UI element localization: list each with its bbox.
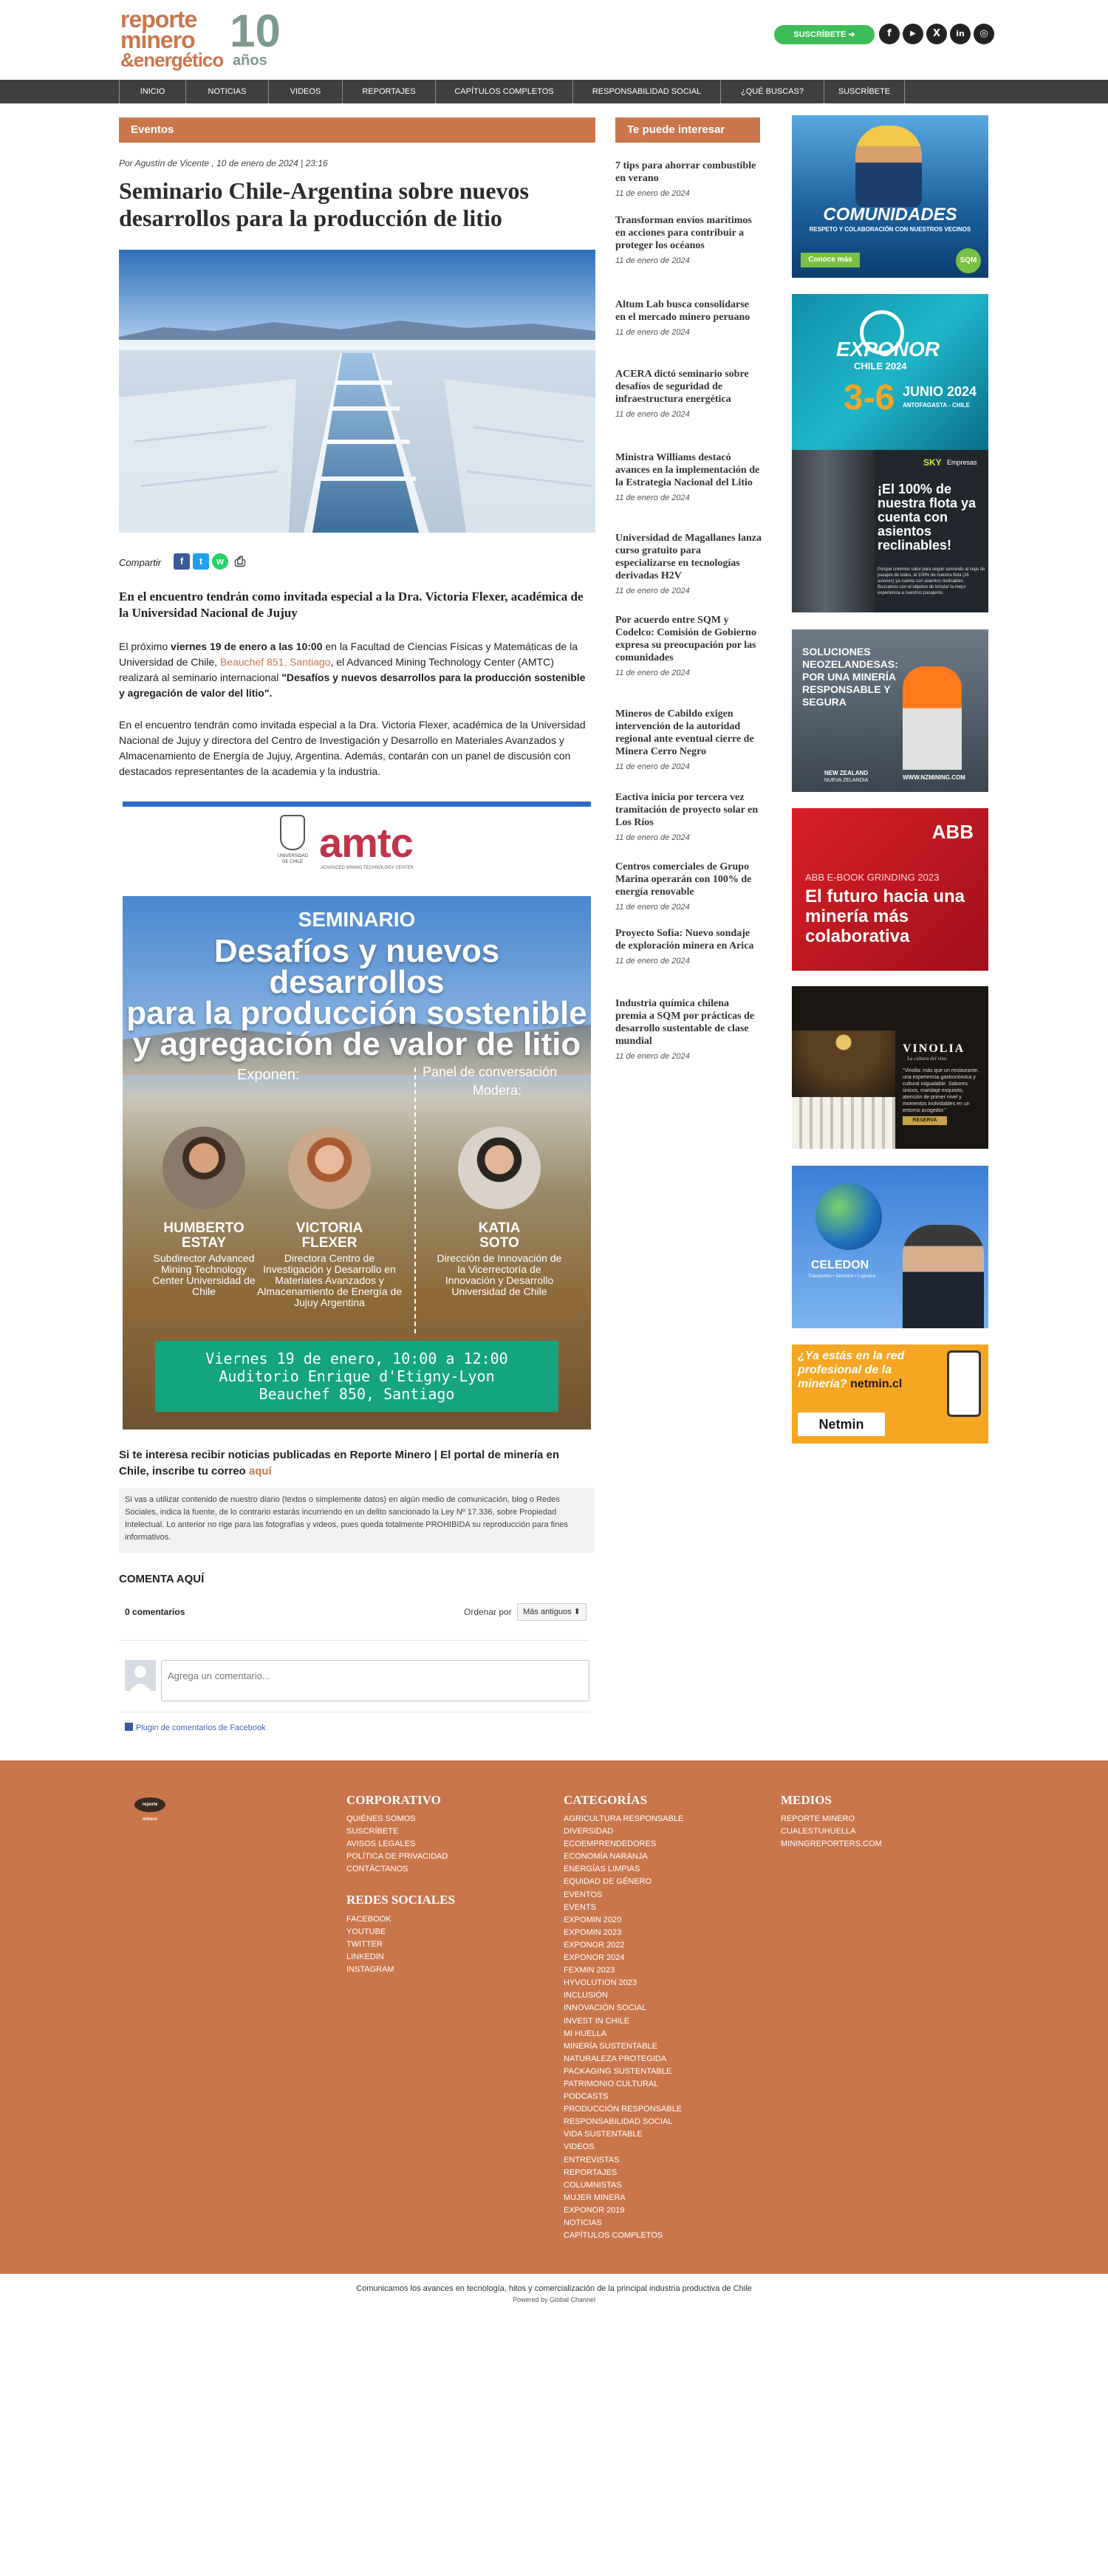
ad-tagline: La cultura del vino bbox=[907, 1056, 947, 1062]
poster-title-line: y agregación de valor de litio bbox=[132, 1026, 581, 1062]
speaker-card bbox=[433, 1127, 566, 1297]
speaker-name: VICTORIA bbox=[295, 1220, 363, 1236]
ad-photo bbox=[792, 450, 875, 612]
speaker-photo bbox=[288, 1127, 371, 1209]
related-date: 11 de enero de 2024 bbox=[615, 903, 690, 912]
poster-where: Beauchef 850, Santiago bbox=[259, 1385, 455, 1403]
related-title[interactable]: Centros comerciales de Grupo Marina operarán con 100% de energía renovable bbox=[615, 861, 752, 898]
ad-title: SOLUCIONES NEOZELANDESAS: POR UNA MINERÍA RESPONSABLE Y SEGURA bbox=[802, 646, 898, 708]
footer-social-link[interactable]: INSTAGRAM bbox=[346, 1965, 394, 1975]
footer-category-link[interactable]: MUJER MINERA bbox=[564, 2193, 626, 2202]
poster-divider bbox=[414, 1067, 416, 1333]
nav-inicio[interactable]: INICIO bbox=[119, 80, 185, 103]
footer-corporativo-list bbox=[346, 1813, 448, 1876]
newsletter-callout bbox=[119, 1447, 592, 1480]
text: en la Facultad de Ciencias Físicas y Matemáticas de la Universidad de Chile, bbox=[119, 640, 578, 668]
comment-count: 0 comentarios bbox=[125, 1607, 185, 1617]
ad-sqm[interactable] bbox=[792, 115, 988, 278]
footer-social-link[interactable]: FACEBOOK bbox=[346, 1915, 391, 1924]
footer-category-link[interactable]: INNOVACIÓN SOCIAL bbox=[564, 2003, 647, 2013]
footer-category-link[interactable]: HYVOLUTION 2023 bbox=[564, 1978, 637, 1988]
seminar-poster bbox=[123, 802, 591, 1429]
related-title[interactable]: Eactiva inicia por tercera vez tramitación de proyecto solar en Los Ríos bbox=[615, 792, 759, 828]
ad-logo: SQM bbox=[956, 248, 981, 273]
footer-category-link[interactable]: PRODUCCIÓN RESPONSABLE bbox=[564, 2105, 683, 2114]
footer-category-link[interactable]: PODCASTS bbox=[564, 2092, 609, 2102]
ad-logo: VINOLIA bbox=[903, 1042, 965, 1055]
logo-text: &energético bbox=[120, 49, 224, 71]
newsletter-link[interactable]: aquí bbox=[248, 1465, 272, 1477]
powered-by: Powered by Global Channel bbox=[512, 2296, 596, 2303]
footer-category-link[interactable]: INCLUSIÓN bbox=[564, 1991, 608, 2001]
related-header: Te puede interesar bbox=[615, 117, 760, 143]
footer-category-link[interactable]: ENTREVISTAS bbox=[564, 2155, 620, 2165]
related-item[interactable] bbox=[615, 214, 762, 267]
related-date: 11 de enero de 2024 bbox=[615, 256, 690, 265]
ad-logo: SKY bbox=[923, 457, 942, 468]
ad-body: Porque creemos valor para seguir sumando al viaje de pasajes de todos, el 100% de nuestra flota (26 aviones) ya cuenta con asientos reclinables. Buscamos con el objetivo de brindar la mejor experiencia a nuestros pasajeros. bbox=[878, 567, 985, 595]
footer-category-link[interactable]: PATRIMONIO CULTURAL bbox=[564, 2079, 659, 2088]
ad-exponor[interactable] bbox=[792, 294, 988, 457]
plugin-label: Plugin de comentarios de Facebook bbox=[136, 1723, 266, 1732]
youtube-icon[interactable]: ▶ bbox=[903, 24, 923, 44]
subscribe-button[interactable]: SUSCRÍBETE ➜ bbox=[774, 25, 875, 44]
ad-tables bbox=[792, 1097, 895, 1149]
ad-netmin[interactable] bbox=[792, 1345, 988, 1444]
related-item[interactable] bbox=[615, 298, 762, 338]
nav-reportajes[interactable]: REPORTAJES bbox=[342, 80, 435, 103]
related-title[interactable]: Transforman envíos marítimos en acciones para contribuir a proteger los océanos bbox=[615, 215, 752, 251]
ad-vinolia[interactable] bbox=[792, 986, 988, 1149]
share-label: Compartir bbox=[119, 557, 162, 568]
related-date: 11 de enero de 2024 bbox=[615, 189, 690, 198]
related-title[interactable]: Industria química chilena premia a SQM por prácticas de desarrollo sustentable de clase mundial bbox=[615, 998, 755, 1047]
section-header[interactable]: Eventos bbox=[119, 117, 595, 143]
footer-category-link[interactable]: COLUMNISTAS bbox=[564, 2180, 622, 2190]
instagram-icon[interactable]: ◎ bbox=[974, 24, 994, 44]
related-date: 11 de enero de 2024 bbox=[615, 669, 690, 677]
poster-exponen: Exponen: bbox=[237, 1067, 300, 1083]
amtc-tagline: ADVANCED MINING TECHNOLOGY CENTER bbox=[321, 866, 414, 870]
share-whatsapp-icon[interactable]: w bbox=[212, 553, 228, 570]
article-lead: En el encuentro tendrán como invitada especial a la Dra. Victoria Flexer, académica de la Universidad Nacional de Jujuy bbox=[119, 590, 584, 620]
footer-logo[interactable]: reporte minero bbox=[134, 1797, 165, 1812]
linkedin-icon[interactable]: in bbox=[950, 24, 971, 44]
phone-icon bbox=[947, 1350, 981, 1417]
poster-title bbox=[123, 933, 591, 1062]
footer-category-link[interactable]: DIVERSIDAD bbox=[564, 1827, 614, 1837]
article-photo bbox=[119, 250, 595, 533]
poster-modera: Modera: bbox=[473, 1083, 522, 1098]
ad-logo: ABB bbox=[931, 821, 974, 843]
footer-medios-list bbox=[781, 1813, 882, 1851]
ad-title: ¡El 100% de nuestra flota ya cuenta con asientos reclinables! bbox=[878, 482, 977, 553]
avatar bbox=[125, 1660, 156, 1691]
related-title[interactable]: 7 tips para ahorrar combustible en verano bbox=[615, 160, 756, 184]
footer-social-link[interactable]: YOUTUBE bbox=[346, 1927, 386, 1937]
text-bold: "Desafíos y nuevos desarrollos para la producción sostenible y agregación de valor del litio". bbox=[119, 672, 586, 699]
speaker-card bbox=[256, 1127, 403, 1308]
ad-abb[interactable] bbox=[792, 808, 988, 971]
footer-category-link[interactable]: EXPONOR 2022 bbox=[564, 1940, 625, 1950]
text: El próximo bbox=[119, 640, 171, 652]
related-item[interactable] bbox=[615, 791, 762, 844]
ad-subtitle: RESPETO Y COLABORACIÓN CON NUESTROS VECINOS bbox=[809, 226, 971, 233]
speaker-photo bbox=[163, 1127, 245, 1209]
footer-category-link[interactable]: EXPOMIN 2023 bbox=[564, 1927, 622, 1937]
footer-category-link[interactable]: NATURALEZA PROTEGIDA bbox=[564, 2054, 667, 2063]
ad-illustration bbox=[855, 126, 922, 207]
related-date: 11 de enero de 2024 bbox=[615, 328, 690, 337]
article-paragraph bbox=[119, 639, 592, 701]
order-select[interactable]: Más antiguos ⬍ bbox=[517, 1603, 587, 1621]
footer-category-link[interactable]: FEXMIN 2023 bbox=[564, 1966, 615, 1975]
comment-input[interactable]: Agrega un comentario... bbox=[161, 1660, 589, 1701]
footer-social-link[interactable]: LINKEDIN bbox=[346, 1953, 384, 1962]
related-item[interactable] bbox=[615, 927, 762, 967]
footer-category-link[interactable]: MI HUELLA bbox=[564, 2029, 607, 2038]
footer-redes-list bbox=[346, 1913, 394, 1976]
ad-logo-sub: Empresas bbox=[947, 459, 977, 466]
divider bbox=[119, 1640, 589, 1641]
address-link[interactable]: Beauchef 851, Santiago bbox=[219, 656, 331, 668]
ad-logo: Netmin bbox=[798, 1412, 885, 1436]
facebook-plugin-link[interactable] bbox=[125, 1722, 266, 1734]
related-title[interactable]: ACERA dictó seminario sobre desafíos de seguridad de infraestructura energética bbox=[615, 369, 749, 405]
speaker-name: HUMBERTO bbox=[163, 1220, 244, 1236]
ad-subtitle: ABB E-BOOK GRINDING 2023 bbox=[805, 872, 940, 883]
related-date: 11 de enero de 2024 bbox=[615, 587, 690, 595]
footer-link[interactable]: POLÍTICA DE PRIVACIDAD bbox=[346, 1852, 448, 1862]
logo-years: años bbox=[233, 52, 267, 69]
footer-category-link[interactable]: CAPÍTULOS COMPLETOS bbox=[564, 2231, 663, 2241]
footer-category-link[interactable]: EVENTS bbox=[564, 1902, 597, 1912]
logo-anniversary: 10 bbox=[230, 6, 281, 57]
ad-sky[interactable] bbox=[792, 450, 988, 612]
related-item[interactable] bbox=[615, 997, 762, 1062]
nav-videos[interactable]: VIDEOS bbox=[268, 80, 342, 103]
nav-suscribete[interactable]: SUSCRÍBETE bbox=[824, 80, 905, 103]
ad-cta-button[interactable]: RESERVA bbox=[903, 1116, 947, 1125]
globe-icon bbox=[815, 1183, 882, 1250]
ad-new-zealand[interactable] bbox=[792, 629, 988, 792]
nav-capitulos[interactable]: CAPÍTULOS COMPLETOS bbox=[435, 80, 572, 103]
footer-category-link[interactable]: RESPONSABILIDAD SOCIAL bbox=[564, 2117, 673, 2127]
footer bbox=[0, 1760, 1108, 2274]
footer-category-link[interactable]: EXPONOR 2024 bbox=[564, 1953, 625, 1963]
print-icon[interactable]: ⎙ bbox=[232, 553, 248, 570]
logo-text: reporte bbox=[120, 6, 197, 33]
footer-categorias-list bbox=[564, 1813, 683, 2242]
speaker-photo bbox=[458, 1127, 541, 1209]
footer-category-link[interactable]: ENERGÍAS LIMPIAS bbox=[564, 1865, 640, 1874]
legal-notice: Si vas a utilizar contenido de nuestro diario (textos o simplemente datos) en algún medio de comunicación, blog o Redes Sociales, indica la fuente, de lo contrario estarás incurriendo en un delito sancionado la Ley Nº 17.336, sobre Propiedad Intelectual. Lo anterior no rige para las fotografías y videos, pues queda totalmente PROHIBIDA su reproducción para fines informativos. bbox=[119, 1488, 595, 1553]
speaker-name: KATIA bbox=[478, 1220, 521, 1236]
footer-category-link[interactable]: VIDA SUSTENTABLE bbox=[564, 2130, 643, 2139]
nav-noticias[interactable]: NOTICIAS bbox=[185, 80, 268, 103]
speaker-name: FLEXER bbox=[301, 1235, 358, 1251]
text: , el Advanced Mining Technology Center (AMTC) realizará al seminario internacional bbox=[119, 656, 554, 683]
facebook-icon bbox=[125, 1723, 133, 1731]
footer-heading: MEDIOS bbox=[781, 1793, 832, 1807]
ad-subtitle: CHILE 2024 bbox=[854, 361, 907, 372]
footer-category-link[interactable]: PACKAGING SUSTENTABLE bbox=[564, 2066, 672, 2076]
ad-person bbox=[903, 1225, 984, 1328]
ad-worker-figure bbox=[903, 666, 962, 770]
speaker-role: Directora Centro de Investigación y Desarrollo en Materiales Avanzados y Almacenamiento de Energía de Jujuy Argentina bbox=[256, 1252, 403, 1308]
related-date: 11 de enero de 2024 bbox=[615, 762, 690, 771]
share-twitter-icon[interactable]: t bbox=[193, 553, 209, 570]
related-title[interactable]: Ministra Williams destacó avances en la implementación de la Estrategia Nacional del Litio bbox=[615, 452, 760, 488]
footer-heading: REDES SOCIALES bbox=[346, 1893, 455, 1907]
footer-category-link[interactable]: EQUIDAD DE GÉNERO bbox=[564, 1877, 652, 1887]
footer-category-link[interactable]: VIDEOS bbox=[564, 2142, 595, 2152]
footer-social-link[interactable]: TWITTER bbox=[346, 1940, 383, 1950]
ad-month: JUNIO 2024 bbox=[903, 384, 977, 399]
footer-category-link[interactable]: AGRICULTURA RESPONSABLE bbox=[564, 1814, 684, 1823]
footer-link[interactable]: QUIÉNES SOMOS bbox=[346, 1814, 416, 1823]
poster-panel: Panel de conversación bbox=[423, 1065, 558, 1079]
footer-media-link[interactable]: MININGREPORTERS.COM bbox=[781, 1839, 882, 1849]
ad-brand: NEW ZEALAND bbox=[824, 770, 869, 776]
related-item[interactable] bbox=[615, 451, 762, 504]
related-title[interactable]: Por acuerdo entre SQM y Codelco: Comisión de Gobierno expresa su preocupación por las comunidades bbox=[615, 615, 756, 663]
ad-celedon[interactable] bbox=[792, 1166, 988, 1328]
footer-media-link[interactable]: REPORTE MINERO bbox=[781, 1814, 855, 1823]
poster-title-line: para la producción sostenible bbox=[126, 995, 587, 1031]
footer-link[interactable]: AVISOS LEGALES bbox=[346, 1839, 416, 1849]
nav-que-buscas[interactable]: ¿QUÉ BUSCAS? bbox=[720, 80, 824, 103]
related-title[interactable]: Altum Lab busca consolidarse en el mercado minero peruano bbox=[615, 299, 750, 323]
university-name: UNIVERSIDAD DE CHILE bbox=[278, 854, 309, 864]
logo-text: minero bbox=[120, 27, 195, 53]
poster-event-details bbox=[155, 1341, 558, 1412]
speaker-role: Subdirector Advanced Mining Technology Center Universidad de Chile bbox=[152, 1252, 256, 1297]
ad-title: El futuro hacia una minería más colaborativa bbox=[805, 886, 965, 946]
ad-title: EXPONOR bbox=[836, 338, 940, 361]
footer-heading: CATEGORÍAS bbox=[564, 1793, 648, 1807]
comments-heading: COMENTA AQUÍ bbox=[119, 1573, 205, 1585]
text: Si te interesa recibir noticias publicadas en Reporte Minero | El portal de minería en Chile, inscribe tu correo bbox=[119, 1449, 560, 1477]
related-date: 11 de enero de 2024 bbox=[615, 493, 690, 502]
ad-title-line: profesional de la bbox=[798, 1364, 892, 1376]
footer-category-link[interactable]: MINERÍA SUSTENTABLE bbox=[564, 2041, 657, 2051]
poster-when: Viernes 19 de enero, 10:00 a 12:00 bbox=[205, 1350, 508, 1367]
related-item[interactable] bbox=[615, 861, 762, 913]
site-logo[interactable] bbox=[120, 6, 281, 71]
footer-category-link[interactable]: INVEST IN CHILE bbox=[564, 2016, 630, 2026]
footer-category-link[interactable]: NOTICIAS bbox=[564, 2218, 602, 2227]
related-date: 11 de enero de 2024 bbox=[615, 957, 690, 966]
text-bold: viernes 19 de enero a las 10:00 bbox=[171, 640, 323, 652]
facebook-icon[interactable]: f bbox=[879, 24, 900, 44]
poster-title-line: Desafíos y nuevos desarrollos bbox=[213, 933, 500, 1000]
ad-url: netmin.cl bbox=[850, 1378, 903, 1390]
related-item[interactable] bbox=[615, 708, 762, 773]
ad-brand-sub: NUEVA ZELANDIA bbox=[824, 778, 869, 783]
footer-tagline: Comunicamos los avances en tecnología, hitos y comercialización de la principal industria productiva de Chile bbox=[356, 2284, 752, 2293]
ad-logo: CELEDON bbox=[811, 1259, 869, 1271]
speaker-card bbox=[152, 1127, 256, 1297]
ad-cta-button[interactable]: Conoce más bbox=[801, 253, 860, 267]
ad-title-line: minería? bbox=[798, 1378, 847, 1390]
ad-url: WWW.NZMINING.COM bbox=[903, 774, 965, 781]
related-title[interactable]: Universidad de Magallanes lanza curso gratuito para especializarse en tecnologías derivadas H2V bbox=[615, 533, 762, 581]
university-seal bbox=[278, 815, 307, 871]
ad-dates: 3-6 bbox=[844, 378, 895, 417]
related-date: 11 de enero de 2024 bbox=[615, 833, 690, 842]
speaker-role: Dirección de Innovación de la Vicerrectoría de Innovación y Desarrollo Universidad de Chile bbox=[437, 1252, 562, 1297]
footer-category-link[interactable]: EXPONOR 2019 bbox=[564, 2205, 625, 2215]
related-title[interactable]: Mineros de Cabildo exigen intervención de la autoridad regional ante eventual cierre de Minera Cerro Negro bbox=[615, 708, 754, 757]
related-date: 11 de enero de 2024 bbox=[615, 1052, 690, 1061]
footer-category-link[interactable]: REPORTAJES bbox=[564, 2167, 618, 2177]
footer-link[interactable]: SUSCRÍBETE bbox=[346, 1827, 399, 1837]
speaker-name: ESTAY bbox=[181, 1235, 227, 1251]
order-label: Ordenar por bbox=[464, 1607, 512, 1617]
related-item[interactable] bbox=[615, 614, 762, 679]
ad-title bbox=[798, 1349, 904, 1391]
article-title: Seminario Chile-Argentina sobre nuevos desarrollos para la producción de litio bbox=[119, 177, 529, 231]
footer-category-link[interactable]: ECONOMÍA NARANJA bbox=[564, 1852, 648, 1862]
footer-heading: CORPORATIVO bbox=[346, 1793, 441, 1807]
ad-title-line: ¿Ya estás en la red bbox=[798, 1350, 905, 1362]
footer-category-link[interactable]: EVENTOS bbox=[564, 1890, 603, 1899]
ad-city: ANTOFAGASTA - CHILE bbox=[903, 402, 970, 409]
x-twitter-icon[interactable]: X bbox=[926, 24, 947, 44]
amtc-logo: amtc bbox=[319, 819, 413, 866]
related-item[interactable] bbox=[615, 368, 762, 420]
related-item[interactable] bbox=[615, 160, 762, 199]
share-facebook-icon[interactable]: f bbox=[174, 553, 190, 570]
byline: Por Agustín de Vicente , 10 de enero de 2024 | 23:16 bbox=[119, 158, 328, 168]
footer-category-link[interactable]: ECOEMPRENDEDORES bbox=[564, 1839, 657, 1849]
footer-link[interactable]: CONTÁCTANOS bbox=[346, 1865, 408, 1874]
ad-title: COMUNIDADES bbox=[823, 205, 957, 225]
ad-body: "Vinolia: más que un restaurante, una experiencia gastronómica y cultural inigualable. Sabores únicos, maridaje exquisito, atención de primer nivel y momentos inolvidables en un entorno acogedor." bbox=[903, 1068, 979, 1113]
footer-category-link[interactable]: EXPOMIN 2020 bbox=[564, 1915, 622, 1924]
related-date: 11 de enero de 2024 bbox=[615, 410, 690, 419]
main-nav bbox=[0, 80, 1108, 103]
related-item[interactable] bbox=[615, 532, 762, 597]
footer-media-link[interactable]: CUALESTUHUELLA bbox=[781, 1827, 856, 1837]
ad-tagline: Transportes • Servicios • Logística bbox=[808, 1274, 876, 1279]
poster-kicker: SEMINARIO bbox=[298, 908, 416, 931]
related-title[interactable]: Proyecto Sofía: Nuevo sondaje de exploración minera en Arica bbox=[615, 928, 754, 952]
article-paragraph: En el encuentro tendrán como invitada especial a la Dra. Victoria Flexer, académica de la Universidad Nacional de Jujuy y directora del Centro de Investigación y Desarrollo en Materiales Avanzados y Almacenamiento de Energía de Jujuy, Argentina. Además, contarán con un panel de discusión con destacados representantes de la academia y la industria. bbox=[119, 719, 586, 777]
nav-responsabilidad[interactable]: RESPONSABILIDAD SOCIAL bbox=[572, 80, 720, 103]
speaker-name: SOTO bbox=[479, 1235, 519, 1251]
poster-where: Auditorio Enrique d'Etigny-Lyon bbox=[219, 1367, 495, 1385]
